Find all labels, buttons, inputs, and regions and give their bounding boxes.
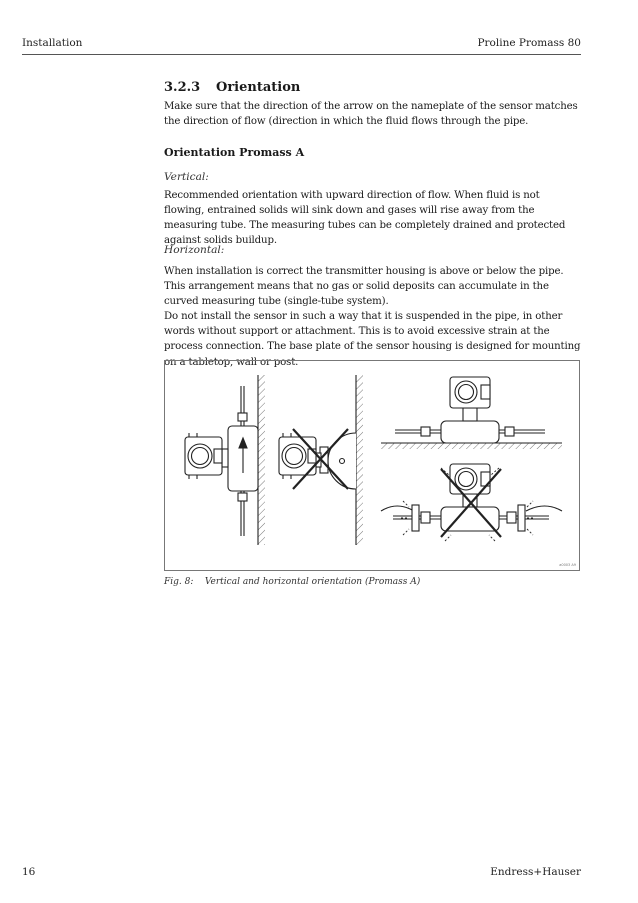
horizontal-correct-panel [381, 377, 562, 449]
page-number: 16 [22, 866, 36, 878]
subheading-orientation-promass-a: Orientation Promass A [164, 146, 305, 159]
header-product-name: Proline Promass 80 [477, 37, 581, 49]
intro-paragraph: Make sure that the direction of the arrow on the nameplate of the sensor matches the direction of flow (direction in which the fluid flows through the pipe. [164, 101, 578, 128]
vertical-label: Vertical: [164, 171, 209, 183]
vertical-correct-panel [185, 375, 265, 545]
orientation-illustration [165, 361, 581, 572]
vertical-incorrect-panel [279, 375, 363, 545]
header-rule [22, 54, 581, 55]
horizontal-paragraph-line2: Do not install the sensor in such a way that it is suspended in the pipe, in other words without support or attachment. This is to avoid excessive strain at the process connection. The base plate of the sensor housing is designed for mounting on a tabletop, wall or post. [164, 311, 581, 368]
section-heading [164, 80, 582, 95]
footer-brand: Endress+Hauser [490, 866, 581, 878]
figure-caption [164, 577, 420, 587]
horizontal-paragraph-line1: When installation is correct the transmitter housing is above or below the pipe. This arrangement means that no gas or solid deposits can accumulate in the curved measuring tube (single-tube system). [164, 266, 564, 308]
section-title: Orientation [216, 80, 301, 95]
orientation-figure [164, 360, 580, 571]
section-number: 3.2.3 [164, 80, 201, 95]
figure-caption-text: Vertical and horizontal orientation (Promass A) [204, 577, 421, 587]
horizontal-incorrect-panel [381, 464, 562, 541]
horizontal-paragraph [164, 264, 582, 370]
vertical-paragraph: Recommended orientation with upward direction of flow. When fluid is not flowing, entrained solids will sink down and gases will rise away from the measuring tube. The measuring tubes can be completely drained and protected against solids buildup. [164, 190, 566, 247]
figure-code: a0003 A9 [559, 563, 576, 567]
figure-caption-label: Fig. 8: [164, 577, 194, 587]
horizontal-label: Horizontal: [164, 244, 225, 256]
header-section-title: Installation [22, 37, 83, 49]
